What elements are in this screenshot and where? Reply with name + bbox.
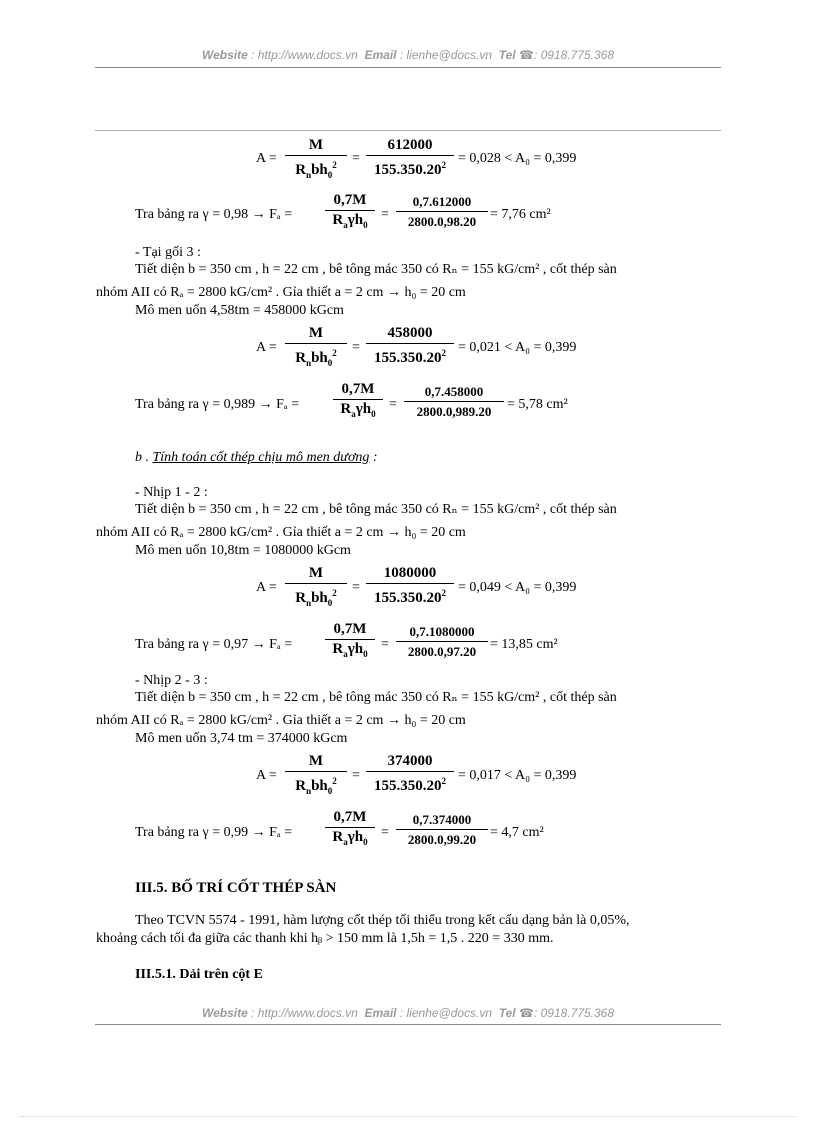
fraction-m-over-rnbh0: M $R_nbh_0^2$ [285,136,347,185]
paragraph-line: Mô men uốn 10,8tm = 1080000 kGcm [135,543,351,558]
paragraph-line: Tiết diện b = 350 cm , h = 22 cm , bê tông mác 350 có Rₙ = 155 kG/cm² , cốt thép sàn [135,262,617,277]
fraction-values: 374000 155.350.20$^2$ [366,752,454,796]
paragraph-line: Tiết diện b = 350 cm , h = 22 cm , bê tông mác 350 có Rₙ = 155 kG/cm² , cốt thép sàn [135,690,617,705]
page-bottom-dotted-edge [20,1116,796,1117]
footer-email-value: : lienhe@docs.vn [399,1006,493,1020]
fraction-07m-over-rayh0: 0,7M $R_a\gamma h_0$ [325,620,375,664]
page-header [0,48,816,62]
header-email-label: Email [364,48,397,62]
fraction-values: 0,7.1080000 2800.0,97.20 [396,622,488,661]
fraction-values: 0,7.612000 2800.0,98.20 [396,192,488,231]
top-rule [95,130,721,131]
footer-email-label: Email [364,1006,397,1020]
fraction-values: 0,7.374000 2800.0,99.20 [396,810,488,849]
footer-website-value: : http://www.docs.vn [251,1006,358,1020]
paragraph-line: nhóm AII có Rₐ = 2800 kG/cm² . Gỉa thiết a = 2 cm → h₀ = 20 cm [96,285,466,300]
subsection-heading: III.5.1. Dải trên cột E [135,967,263,982]
subheading-positive-moment: b . Tính toán cốt thép chịu mô men dương : [135,450,378,465]
header-tel-value: : 0918.775.368 [533,48,615,62]
paragraph-line: nhóm AII có Rₐ = 2800 kG/cm² . Gỉa thiết a = 2 cm → h₀ = 20 cm [96,713,466,728]
section-heading: III.5. BỐ TRÍ CỐT THÉP SÀN [135,880,337,896]
section-span-1-2-title: - Nhịp 1 - 2 : [135,485,208,500]
fraction-07m-over-rayh0: 0,7M $R_a\gamma h_0$ [325,191,375,235]
page-footer [0,1006,816,1020]
footer-rule [95,1024,721,1025]
footer-website-label: Website [201,1006,248,1020]
paragraph-line: nhóm AII có Rₐ = 2800 kG/cm² . Gỉa thiết a = 2 cm → h₀ = 20 cm [96,525,466,540]
paragraph-line: Theo TCVN 5574 - 1991, hàm lượng cốt thép tối thiểu trong kết cấu dạng bản là 0,05%, [135,913,630,928]
header-website-value: : http://www.docs.vn [251,48,358,62]
paragraph-line: Mô men uốn 3,74 tm = 374000 kGcm [135,731,348,746]
paragraph-line: Tiết diện b = 350 cm , h = 22 cm , bê tông mác 350 có Rₙ = 155 kG/cm² , cốt thép sàn [135,502,617,517]
fraction-m-over-rnbh0: M $R_nbh_0^2$ [285,564,347,613]
fraction-values: 612000 155.350.20$^2$ [366,136,454,180]
paragraph-line: khoảng cách tối đa giữa các thanh khi hᵦ > 150 mm là 1,5h = 1,5 . 220 = 330 mm. [96,931,554,946]
footer-tel-value: : 0918.775.368 [533,1006,615,1020]
footer-tel-label: Tel [498,1006,516,1020]
header-tel-label: Tel [498,48,516,62]
header-email-value: : lienhe@docs.vn [399,48,493,62]
header-website-label: Website [201,48,248,62]
header-rule [95,67,721,68]
fraction-values: 0,7.458000 2800.0,989.20 [404,382,504,421]
fraction-values: 458000 155.350.20$^2$ [366,324,454,368]
paragraph-line: Mô men uốn 4,58tm = 458000 kGcm [135,303,344,318]
fraction-m-over-rnbh0: M $R_nbh_0^2$ [285,324,347,373]
section-support-3-title: - Tại gối 3 : [135,245,201,260]
fraction-07m-over-rayh0: 0,7M $R_a\gamma h_0$ [333,380,383,424]
phone-icon: ☎ [519,48,534,62]
phone-icon: ☎ [519,1006,534,1020]
fraction-values: 1080000 155.350.20$^2$ [366,564,454,608]
section-span-2-3-title: - Nhịp 2 - 3 : [135,673,208,688]
fraction-m-over-rnbh0: M $R_nbh_0^2$ [285,752,347,801]
fraction-07m-over-rayh0: 0,7M $R_a\gamma h_0$ [325,808,375,852]
